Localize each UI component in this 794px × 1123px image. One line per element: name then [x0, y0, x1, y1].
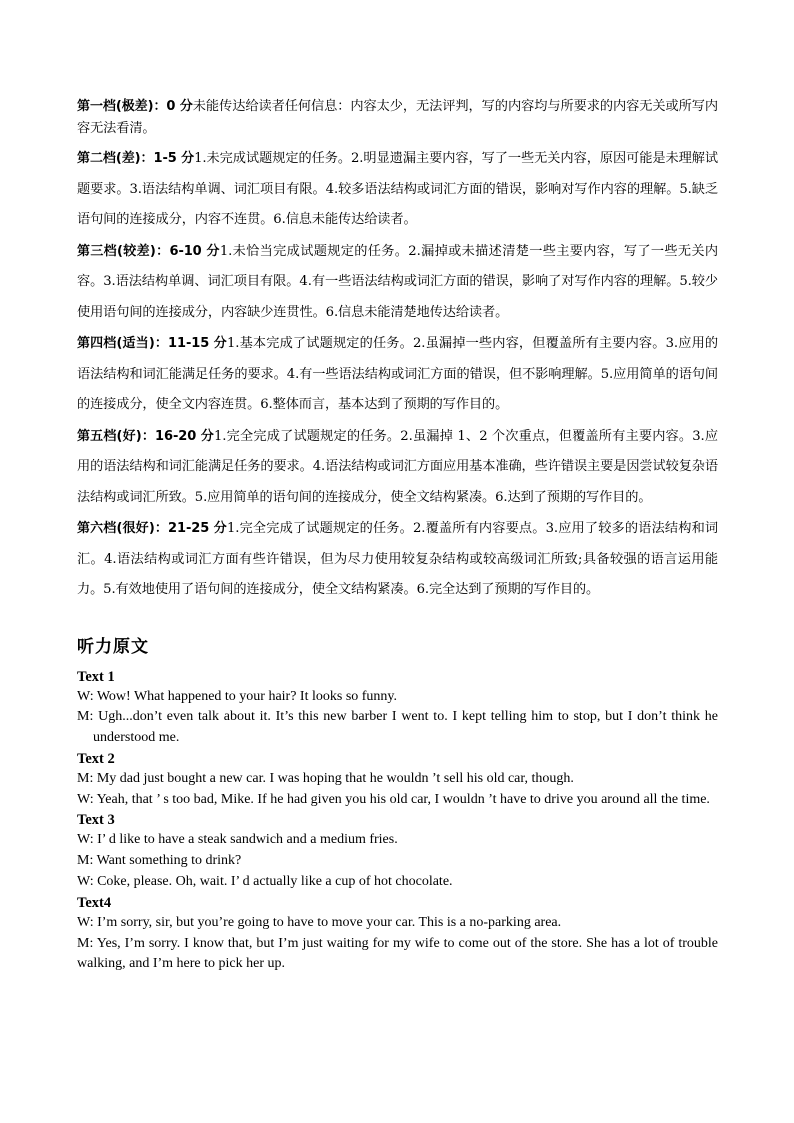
grade-text: 1.未恰当完成试题规定的任务。2.漏掉或未描述清楚一些主要内容，写了一些无关内容。3.语法结构单调、词汇项目有限。4.有一些语法结构或词汇方面的错误，影响了对写作内容的理解。5.较少使用语句间的连接成分，内容缺少连贯性。6.信息未能清楚地传达给读者。	[77, 243, 718, 320]
grade-3	[77, 237, 718, 329]
text-title: Text 1	[77, 668, 115, 685]
grade-2	[77, 144, 718, 236]
grade-1	[77, 96, 718, 140]
dialogue-line: W: Wow! What happened to your hair? It looks so funny.	[77, 688, 398, 704]
dialogue-line: W: Yeah, that ’ s too bad, Mike. If he had given you his old car, I wouldn ’t have to drive you around all the time.	[77, 791, 710, 807]
grading-criteria	[77, 96, 718, 606]
grade-text: 1.完全完成了试题规定的任务。2.虽漏掉 1、2 个次重点，但覆盖所有主要内容。3.应用的语法结构和词汇能满足任务的要求。4.语法结构或词汇方面应用基本准确，些许错误主要是因尝试较复杂语法结构或词汇所致。5.应用简单的语句间的连接成分，使全文结构紧凑。6.达到了预期的写作目的。	[77, 428, 719, 505]
dialogue-line: W: I’ d like to have a steak sandwich and a medium fries.	[77, 832, 398, 848]
grade-text: 未能传达给读者任何信息：内容太少，无法评判，写的内容均与所要求的内容无关或所写内容无法看清。	[77, 99, 718, 136]
dialogue-line: M: Yes, I’m sorry. I know that, but I’m just waiting for my wife to come out of the store. She has a lot of trouble walking, and I’m here to pick her up.	[77, 935, 718, 972]
grade-6	[77, 514, 718, 606]
dialogue-line: W: Coke, please. Oh, wait. I’ d actually like a cup of hot chocolate.	[77, 874, 453, 890]
grade-5	[77, 422, 718, 514]
document-content	[77, 96, 718, 975]
transcript-text-3	[77, 810, 718, 892]
grade-label: 第一档(极差)：0 分	[77, 99, 193, 114]
grade-label: 第四档(适当)：11-15 分	[77, 336, 227, 351]
dialogue-line: M: My dad just bought a new car. I was hoping that he wouldn ’t sell his old car, though.	[77, 770, 574, 786]
text-title: Text4	[77, 894, 112, 911]
dialogue-line: W: I’m sorry, sir, but you’re going to have to move your car. This is a no-parking area.	[77, 914, 562, 930]
grade-text: 1.未完成试题规定的任务。2.明显遗漏主要内容，写了一些无关内容，原因可能是未理解试题要求。3.语法结构单调、词汇项目有限。4.较多语法结构或词汇方面的错误，影响对写作内容的理解。5.缺乏语句间的连接成分，内容不连贯。6.信息未能传达给读者。	[77, 151, 718, 227]
text-title: Text 2	[77, 750, 115, 767]
grade-text: 1.基本完成了试题规定的任务。2.虽漏掉一些内容，但覆盖所有主要内容。3.应用的语法结构和词汇能满足任务的要求。4.有一些语法结构或词汇方面的错误，但不影响理解。5.应用简单的语句间的连接成分，使全文内容连贯。6.整体而言，基本达到了预期的写作目的。	[77, 336, 718, 412]
grade-text: 1.完全完成了试题规定的任务。2.覆盖所有内容要点。3.应用了较多的语法结构和词汇。4.语法结构或词汇方面有些许错误，但为尽力使用较复杂结构或较高级词汇所致;具备较强的语言运用能力。5.有效地使用了语句间的连接成分，使全文结构紧凑。6.完全达到了预期的写作目的。	[77, 521, 718, 597]
transcript-text-2	[77, 749, 718, 811]
dialogue-line: M: Want something to drink?	[77, 853, 242, 869]
transcript-text-4	[77, 893, 718, 975]
grade-label: 第五档(好)：16-20 分	[77, 428, 215, 444]
section-title: 听力原文	[77, 636, 149, 657]
dialogue-line: M: Ugh...don’t even talk about it. It’s this new barber I went to. I kept telling him to stop, but I don’t think he understood me.	[77, 709, 718, 746]
grade-label: 第二档(差)：1-5 分	[77, 151, 195, 166]
grade-label: 第三档(较差)：6-10 分	[77, 243, 220, 259]
transcript-text-1	[77, 667, 718, 749]
grade-4	[77, 329, 718, 421]
grade-label: 第六档(很好)：21-25 分	[77, 521, 227, 536]
text-title: Text 3	[77, 812, 115, 829]
